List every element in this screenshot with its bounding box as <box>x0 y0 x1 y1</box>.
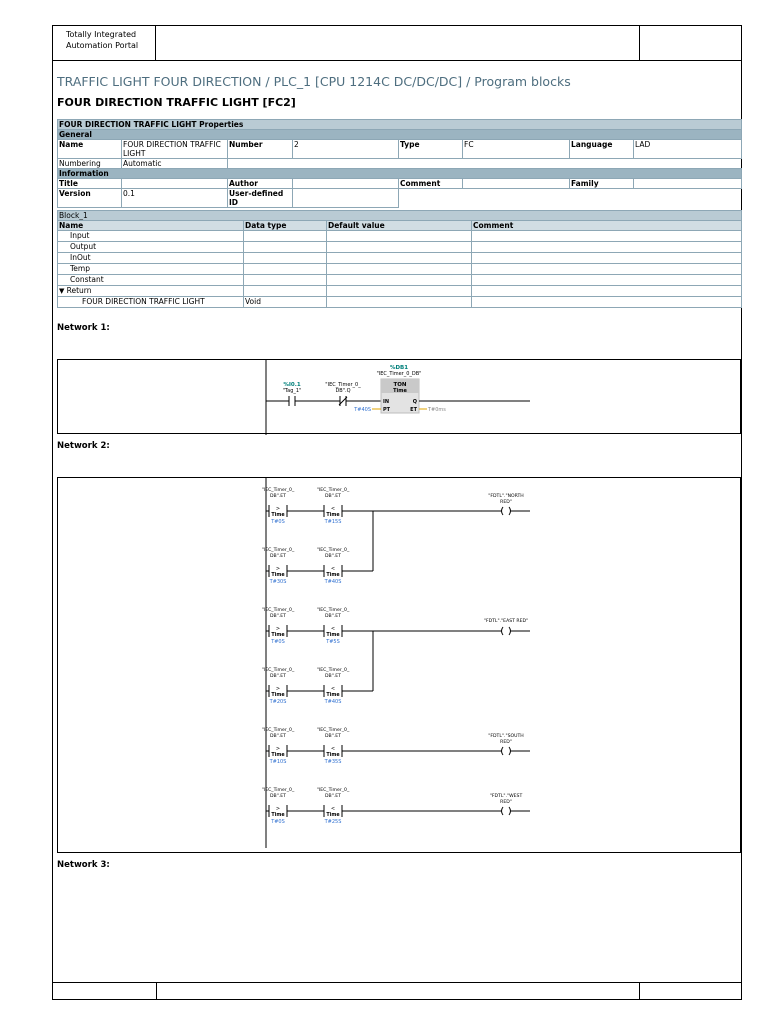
network-1-label: Network 1: <box>57 323 110 333</box>
n1-pin-et: ET <box>410 407 417 413</box>
rung3-coil-tag1: "FDTL"."SOUTH <box>488 734 524 739</box>
triangle-down-icon[interactable]: ▼ <box>59 287 67 295</box>
rung1-branch1-lt-tag2: DB".ET <box>325 494 341 499</box>
name-label: Name <box>58 140 122 159</box>
rung2-branch2-lt-type: Time <box>326 693 340 698</box>
breadcrumb: TRAFFIC LIGHT FOUR DIRECTION / PLC_1 [CPU 1214C DC/DC/DC] / Program blocks <box>57 74 571 89</box>
rung3-branch1-lt-tag1: "IEC_Timer_0_ <box>316 728 350 733</box>
rung2-branch1-gt-type: Time <box>271 633 285 638</box>
name-value: FOUR DIRECTION TRAFFIC LIGHT <box>122 140 228 159</box>
rung3-branch1-gt-type: Time <box>271 753 285 758</box>
footer-divider-1 <box>156 983 157 999</box>
section-input: Input <box>58 231 244 242</box>
n1-ton-subtype: Time <box>393 388 407 394</box>
version-value: 0.1 <box>122 189 228 208</box>
section-temp: Temp <box>58 264 244 275</box>
rung1-branch1-lt-value: T#15S <box>324 519 342 525</box>
rung2-branch1-lt-op: < <box>330 626 336 632</box>
n1-contact-addr: %I0.1 <box>283 382 301 388</box>
rung2-branch1-lt-tag1: "IEC_Timer_0_ <box>316 608 350 613</box>
network-2-diagram <box>58 478 742 854</box>
rung1-branch1-gt-type: Time <box>271 513 285 518</box>
network-2-label: Network 2: <box>57 441 110 451</box>
rung4-branch1-lt-op: < <box>330 806 336 812</box>
page-header <box>53 26 741 61</box>
rung2-branch2-gt-type: Time <box>271 693 285 698</box>
rung3-coil-tag2: RED" <box>500 740 512 745</box>
header-divider <box>639 26 640 60</box>
col-comment: Comment <box>472 221 742 231</box>
n1-nc-tag-1: "IEC_Timer_0_ <box>325 382 361 388</box>
rung4-coil-tag2: RED" <box>500 800 512 805</box>
portal-logo-text <box>53 26 156 60</box>
block-title: FOUR DIRECTION TRAFFIC LIGHT [FC2] <box>57 96 296 109</box>
general-section: General <box>58 130 742 140</box>
n1-nc-tag-2: DB".Q <box>335 388 351 394</box>
rung4-branch1-gt-op: > <box>275 806 281 812</box>
interface-table <box>57 210 742 308</box>
rung1-branch1-gt-tag1: "IEC_Timer_0_ <box>261 488 295 493</box>
rung3-coil-r <box>509 747 511 755</box>
rung1-branch1-lt-type: Time <box>326 513 340 518</box>
page-footer <box>53 982 741 999</box>
rung2-branch1-gt-op: > <box>275 626 281 632</box>
footer-divider-2 <box>639 983 640 999</box>
rung1-branch1-lt-op: < <box>330 506 336 512</box>
rung1-branch1-gt-op: > <box>275 506 281 512</box>
n1-pin-q: Q <box>412 399 417 405</box>
rung1-branch2-gt-op: > <box>275 566 281 572</box>
rung2-branch2-gt-tag1: "IEC_Timer_0_ <box>261 668 295 673</box>
numbering-value: Automatic <box>122 159 228 169</box>
rung2-branch1-lt-value: T#5S <box>326 639 340 645</box>
n1-pin-in: IN <box>383 399 390 405</box>
rung2-branch2-gt-op: > <box>275 686 281 692</box>
rung1-branch2-lt-op: < <box>330 566 336 572</box>
rung3-branch1-lt-op: < <box>330 746 336 752</box>
rung2-branch2-lt-value: T#40S <box>324 699 342 705</box>
rung1-branch2-gt-tag1: "IEC_Timer_0_ <box>261 548 295 553</box>
rung4-branch1-gt-value: T#0S <box>271 819 285 825</box>
rung3-branch1-lt-tag2: DB".ET <box>325 734 341 739</box>
rung2-coil-l <box>502 627 504 635</box>
section-constant: Constant <box>58 275 244 286</box>
n1-et-value: T#0ms <box>428 407 446 413</box>
rung4-branch1-lt-tag2: DB".ET <box>325 794 341 799</box>
n1-contact-tag: "Tag_1" <box>282 388 302 394</box>
rung1-coil-r <box>509 507 511 515</box>
network-1-diagram <box>58 360 742 435</box>
rung1-branch1-lt-tag1: "IEC_Timer_0_ <box>316 488 350 493</box>
section-return: Return <box>66 286 92 295</box>
network-1-box <box>57 359 741 434</box>
rung1-branch2-gt-tag2: DB".ET <box>270 554 286 559</box>
rung4-branch1-lt-tag1: "IEC_Timer_0_ <box>316 788 350 793</box>
properties-title: FOUR DIRECTION TRAFFIC LIGHT Properties <box>58 120 742 130</box>
rung2-branch2-gt-value: T#20S <box>269 699 287 705</box>
rung1-branch2-lt-tag2: DB".ET <box>325 554 341 559</box>
rung2-branch1-gt-tag2: DB".ET <box>270 614 286 619</box>
section-output: Output <box>58 242 244 253</box>
rung2-branch2-lt-op: < <box>330 686 336 692</box>
section-inout: InOut <box>58 253 244 264</box>
rung1-coil-tag2: RED" <box>500 500 512 505</box>
rung3-branch1-gt-op: > <box>275 746 281 752</box>
network-2-box <box>57 477 741 853</box>
rung4-coil-l <box>502 807 504 815</box>
col-name: Name <box>58 221 244 231</box>
rung1-coil-l <box>502 507 504 515</box>
language-value: LAD <box>634 140 742 159</box>
type-label: Type <box>399 140 463 159</box>
rung2-branch1-gt-value: T#0S <box>271 639 285 645</box>
rung4-coil-tag1: "FDTL"."WEST <box>489 794 523 799</box>
rung2-branch2-lt-tag2: DB".ET <box>325 674 341 679</box>
language-label: Language <box>570 140 634 159</box>
col-default-value: Default value <box>327 221 472 231</box>
return-type: Void <box>244 297 327 308</box>
family-label: Family <box>570 179 634 189</box>
rung1-branch2-gt-value: T#30S <box>269 579 287 585</box>
interface-title: Block_1 <box>58 211 742 221</box>
rung4-branch1-lt-value: T#25S <box>324 819 342 825</box>
n1-pin-pt: PT <box>383 407 391 413</box>
rung3-branch1-lt-type: Time <box>326 753 340 758</box>
rung2-branch1-lt-tag2: DB".ET <box>325 614 341 619</box>
rung3-branch1-lt-value: T#35S <box>324 759 342 765</box>
portal-line-2: Automation Portal <box>66 41 139 50</box>
rung1-branch1-gt-value: T#0S <box>271 519 285 525</box>
rung3-branch1-gt-tag1: "IEC_Timer_0_ <box>261 728 295 733</box>
rung4-branch1-lt-type: Time <box>326 813 340 818</box>
information-section: Information <box>58 169 742 179</box>
properties-table <box>57 119 742 208</box>
number-value: 2 <box>293 140 399 159</box>
network-3-label: Network 3: <box>57 860 110 870</box>
rung3-branch1-gt-value: T#10S <box>269 759 287 765</box>
comment-label: Comment <box>399 179 463 189</box>
rung2-coil-r <box>509 627 511 635</box>
rung4-branch1-gt-tag1: "IEC_Timer_0_ <box>261 788 295 793</box>
title-label: Title <box>58 179 122 189</box>
rung2-branch1-lt-type: Time <box>326 633 340 638</box>
rung1-branch2-lt-type: Time <box>326 573 340 578</box>
rung3-branch1-gt-tag2: DB".ET <box>270 734 286 739</box>
return-name: FOUR DIRECTION TRAFFIC LIGHT <box>58 297 244 308</box>
udid-value <box>293 189 399 208</box>
n1-timer-db-addr: %DB1 <box>389 365 409 371</box>
rung4-branch1-gt-tag2: DB".ET <box>270 794 286 799</box>
author-label: Author <box>228 179 293 189</box>
type-value: FC <box>463 140 570 159</box>
n1-ton-type: TON <box>393 382 407 388</box>
n1-pt-value: T#40S <box>354 407 371 413</box>
rung4-branch1-gt-type: Time <box>271 813 285 818</box>
rung4-coil-r <box>509 807 511 815</box>
rung3-coil-l <box>502 747 504 755</box>
version-label: Version <box>58 189 122 208</box>
rung2-coil-tag1: "FDTL"."EAST RED" <box>483 619 529 624</box>
family-value <box>634 179 742 189</box>
portal-line-1: Totally Integrated <box>66 30 137 39</box>
udid-label: User-defined ID <box>228 189 293 208</box>
n1-timer-db-name: "IEC_Timer_0_DB" <box>376 371 422 377</box>
author-value <box>293 179 399 189</box>
number-label: Number <box>228 140 293 159</box>
rung1-branch1-gt-tag2: DB".ET <box>270 494 286 499</box>
rung2-branch2-lt-tag1: "IEC_Timer_0_ <box>316 668 350 673</box>
rung1-branch2-lt-value: T#40S <box>324 579 342 585</box>
rung2-branch2-gt-tag2: DB".ET <box>270 674 286 679</box>
col-data-type: Data type <box>244 221 327 231</box>
numbering-label: Numbering <box>58 159 122 169</box>
title-value <box>122 179 228 189</box>
section-return-row <box>58 286 244 297</box>
rung1-coil-tag1: "FDTL"."NORTH <box>488 494 524 499</box>
rung1-branch2-lt-tag1: "IEC_Timer_0_ <box>316 548 350 553</box>
rung1-branch2-gt-type: Time <box>271 573 285 578</box>
rung2-branch1-gt-tag1: "IEC_Timer_0_ <box>261 608 295 613</box>
comment-value <box>463 179 570 189</box>
